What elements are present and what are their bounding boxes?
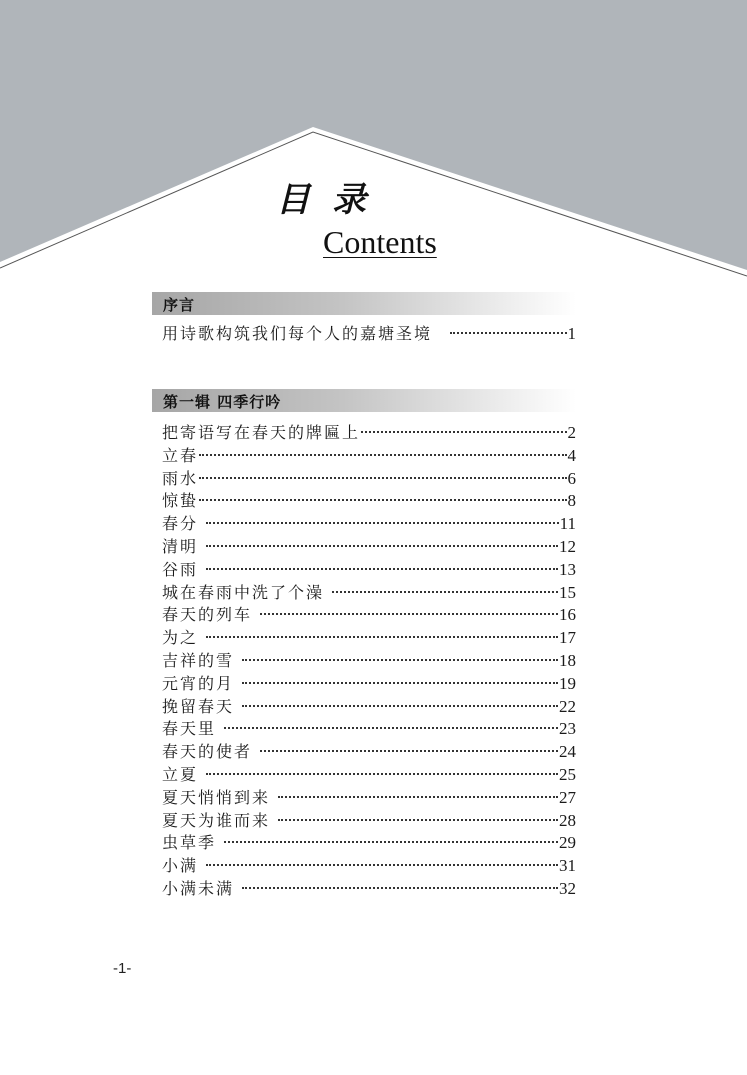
dot-leader bbox=[332, 591, 558, 593]
dot-leader bbox=[450, 332, 566, 334]
entry-title: 吉祥的雪 bbox=[162, 650, 235, 670]
dot-leader bbox=[199, 477, 566, 479]
dot-leader bbox=[206, 545, 558, 547]
toc-entry[interactable] bbox=[162, 468, 576, 491]
dot-leader bbox=[206, 568, 558, 570]
entry-title: 城在春雨中洗了个澡 bbox=[162, 582, 325, 602]
dot-leader bbox=[199, 499, 566, 501]
dot-leader bbox=[199, 454, 566, 456]
entry-title: 把寄语写在春天的牌匾上 bbox=[162, 423, 361, 442]
toc-entry[interactable] bbox=[162, 604, 576, 627]
toc-entry[interactable] bbox=[162, 559, 576, 582]
toc-entry[interactable] bbox=[162, 422, 576, 445]
section-heading-chapter-one bbox=[152, 389, 576, 412]
entry-title: 小满 bbox=[162, 856, 199, 876]
entry-title: 立夏 bbox=[162, 764, 199, 784]
entry-page: 15 bbox=[559, 582, 576, 602]
entry-page: 24 bbox=[559, 742, 576, 762]
toc-entry[interactable] bbox=[162, 810, 576, 833]
entry-title: 立春 bbox=[162, 445, 199, 465]
toc-list-preface bbox=[162, 323, 576, 346]
dot-leader bbox=[278, 819, 558, 821]
toc-entry[interactable] bbox=[162, 513, 576, 536]
section-heading-text: 第一辑 四季行吟 bbox=[163, 393, 282, 411]
toc-entry[interactable] bbox=[162, 536, 576, 559]
toc-entry[interactable] bbox=[162, 855, 576, 878]
entry-title: 小满未满 bbox=[162, 878, 235, 898]
entry-title: 用诗歌构筑我们每个人的嘉塘圣境 bbox=[162, 324, 433, 343]
toc-entry[interactable] bbox=[162, 878, 576, 901]
dot-leader bbox=[224, 727, 558, 729]
entry-page: 4 bbox=[567, 445, 576, 465]
toc-entry[interactable] bbox=[162, 673, 576, 696]
entry-page: 19 bbox=[559, 673, 576, 693]
entry-title: 春天的使者 bbox=[162, 742, 253, 762]
entry-page: 8 bbox=[567, 491, 576, 511]
toc-title-english: Contents bbox=[323, 224, 437, 260]
entry-title: 挽留春天 bbox=[162, 696, 235, 716]
entry-page: 25 bbox=[559, 764, 576, 784]
entry-title: 雨水 bbox=[162, 468, 199, 488]
toc-entry[interactable] bbox=[162, 764, 576, 787]
entry-page: 22 bbox=[559, 696, 576, 716]
entry-page: 32 bbox=[559, 878, 576, 898]
dot-leader bbox=[206, 864, 558, 866]
toc-entry[interactable] bbox=[162, 490, 576, 513]
entry-title: 谷雨 bbox=[162, 559, 199, 579]
entry-page: 12 bbox=[559, 536, 576, 556]
dot-leader bbox=[242, 705, 558, 707]
entry-page: 28 bbox=[559, 810, 576, 830]
entry-title: 夏天悄悄到来 bbox=[162, 787, 271, 807]
dot-leader bbox=[361, 431, 566, 433]
entry-title: 春天的列车 bbox=[162, 605, 253, 625]
entry-page: 13 bbox=[559, 559, 576, 579]
dot-leader bbox=[206, 522, 559, 524]
entry-page: 6 bbox=[567, 468, 576, 488]
dot-leader bbox=[242, 887, 558, 889]
entry-title: 清明 bbox=[162, 536, 199, 556]
entry-page: 29 bbox=[559, 833, 576, 853]
entry-page: 18 bbox=[559, 650, 576, 670]
toc-list-chapter-one bbox=[162, 422, 576, 901]
entry-title: 春天里 bbox=[162, 719, 217, 739]
toc-entry[interactable] bbox=[162, 627, 576, 650]
toc-entry[interactable] bbox=[162, 832, 576, 855]
toc-entry[interactable] bbox=[162, 323, 576, 346]
entry-title: 为之 bbox=[162, 628, 199, 648]
dot-leader bbox=[260, 750, 558, 752]
dot-leader bbox=[242, 682, 558, 684]
dot-leader bbox=[278, 796, 558, 798]
entry-page: 16 bbox=[559, 605, 576, 625]
toc-entry[interactable] bbox=[162, 696, 576, 719]
entry-page: 1 bbox=[567, 324, 576, 343]
entry-page: 27 bbox=[559, 787, 576, 807]
dot-leader bbox=[260, 613, 558, 615]
entry-page: 31 bbox=[559, 856, 576, 876]
dot-leader bbox=[224, 841, 558, 843]
section-heading-text: 序言 bbox=[163, 296, 196, 314]
toc-entry[interactable] bbox=[162, 582, 576, 605]
toc-entry[interactable] bbox=[162, 787, 576, 810]
toc-entry[interactable] bbox=[162, 741, 576, 764]
entry-title: 夏天为谁而来 bbox=[162, 810, 271, 830]
dot-leader bbox=[206, 636, 558, 638]
dot-leader bbox=[242, 659, 558, 661]
toc-entry[interactable] bbox=[162, 718, 576, 741]
entry-page: 17 bbox=[559, 628, 576, 648]
toc-entry[interactable] bbox=[162, 650, 576, 673]
section-heading-preface bbox=[152, 292, 576, 315]
entry-title: 虫草季 bbox=[162, 833, 217, 853]
entry-page: 11 bbox=[559, 514, 576, 534]
toc-title-chinese: 目录 bbox=[276, 180, 388, 220]
toc-entry[interactable] bbox=[162, 445, 576, 468]
entry-title: 春分 bbox=[162, 514, 199, 534]
entry-title: 元宵的月 bbox=[162, 673, 235, 693]
entry-page: 2 bbox=[567, 423, 576, 442]
page-number: -1- bbox=[113, 960, 132, 977]
dot-leader bbox=[206, 773, 558, 775]
entry-page: 23 bbox=[559, 719, 576, 739]
entry-title: 惊蛰 bbox=[162, 491, 199, 511]
